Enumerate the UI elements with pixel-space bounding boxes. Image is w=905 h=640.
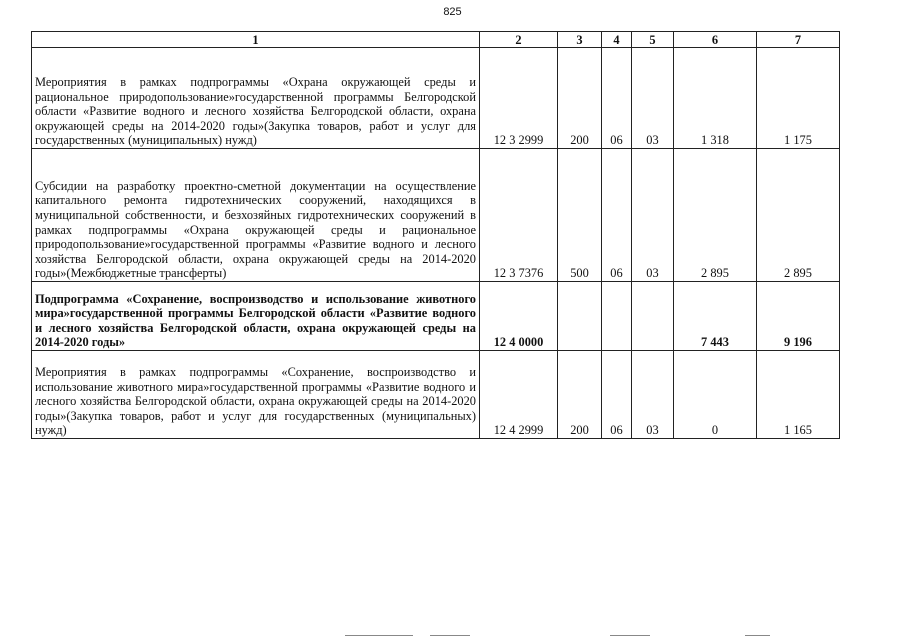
row-value-7: 2 895 — [757, 149, 840, 282]
row-value-5: 03 — [632, 48, 674, 149]
row-value-7: 9 196 — [757, 282, 840, 351]
divider — [345, 635, 413, 636]
budget-table — [31, 31, 840, 439]
table-row — [32, 149, 840, 282]
divider — [430, 635, 470, 636]
row-description: Субсидии на разработку проектно-сметной документации на осуществление капитального ремонта гидротехнических сооружений, находящихся в муниципальной собственности, и безхозяйных гидротехнических сооружений в рамках подпрограммы «Охрана окружающей среды и рациональное природопользование»государственной программы «Развитие водного и лесного хозяйства Белгородской области, охрана окружающей среды на 2014-2020 годы»(Межбюджетные трансферты) — [32, 149, 480, 282]
row-value-6: 1 318 — [674, 48, 757, 149]
column-header-4: 4 — [602, 32, 632, 48]
column-header-3: 3 — [558, 32, 602, 48]
row-value-5: 03 — [632, 351, 674, 439]
row-value-5: 03 — [632, 149, 674, 282]
row-code: 12 3 2999 — [480, 48, 558, 149]
page-number: 825 — [443, 6, 462, 18]
table-header-row — [32, 32, 840, 48]
table-row — [32, 351, 840, 439]
row-value-6: 7 443 — [674, 282, 757, 351]
table-row — [32, 48, 840, 149]
divider — [745, 635, 770, 636]
row-description: Подпрограмма «Сохранение, воспроизводство и использование животного мира»государственной программы Белгородской области «Развитие водного и лесного хозяйства Белгородской области, охрана окружающей среды на 2014-2020 годы» — [32, 282, 480, 351]
row-value-4: 06 — [602, 351, 632, 439]
column-header-6: 6 — [674, 32, 757, 48]
column-header-7: 7 — [757, 32, 840, 48]
column-header-1: 1 — [32, 32, 480, 48]
table-row-subprogram — [32, 282, 840, 351]
column-header-2: 2 — [480, 32, 558, 48]
row-code: 12 4 0000 — [480, 282, 558, 351]
row-value-5 — [632, 282, 674, 351]
row-code: 12 4 2999 — [480, 351, 558, 439]
row-description: Мероприятия в рамках подпрограммы «Охрана окружающей среды и рациональное природопользование»государственной программы Белгородской области «Развитие водного и лесного хозяйства Белгородской области, охрана окружающей среды на 2014-2020 годы»(Закупка товаров, работ и услуг для государственных (муниципальных) нужд) — [32, 48, 480, 149]
row-value-4: 06 — [602, 149, 632, 282]
row-value-3: 500 — [558, 149, 602, 282]
row-code: 12 3 7376 — [480, 149, 558, 282]
row-value-3: 200 — [558, 351, 602, 439]
row-value-6: 0 — [674, 351, 757, 439]
row-value-7: 1 175 — [757, 48, 840, 149]
row-value-7: 1 165 — [757, 351, 840, 439]
row-value-4 — [602, 282, 632, 351]
row-value-3 — [558, 282, 602, 351]
divider — [610, 635, 650, 636]
row-description: Мероприятия в рамках подпрограммы «Сохранение, воспроизводство и использование животного мира»государственной программы «Развитие водного и лесного хозяйства Белгородской области, охрана окружающей среды на 2014-2020 годы»(Закупка товаров, работ и услуг для государственных (муниципальных) нужд) — [32, 351, 480, 439]
row-value-3: 200 — [558, 48, 602, 149]
footer-scan-marks — [0, 632, 905, 640]
row-value-6: 2 895 — [674, 149, 757, 282]
column-header-5: 5 — [632, 32, 674, 48]
row-value-4: 06 — [602, 48, 632, 149]
